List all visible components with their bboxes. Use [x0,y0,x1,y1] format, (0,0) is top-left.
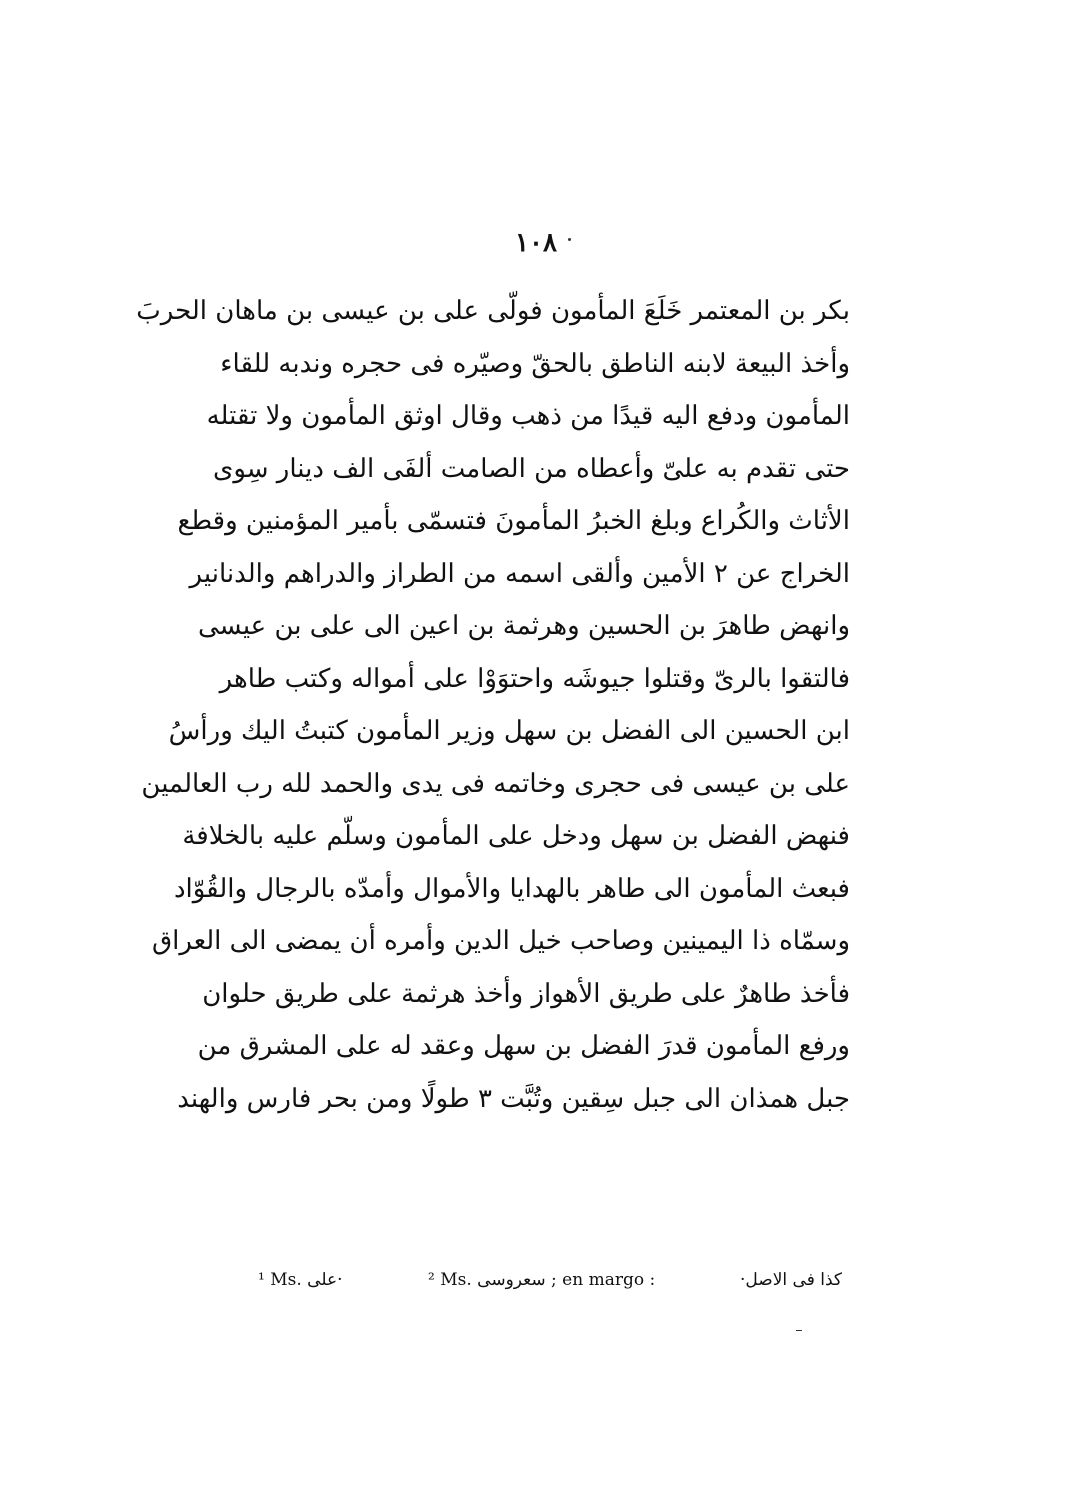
text-line: حتى تقدم به علىّ وأعطاه من الصامت ألفَى الف دينار سِوى [212,453,850,484]
text-line: فبعث المأمون الى طاهر بالهدايا والأموال وأمدّه بالرجال والقُوّاد [173,873,850,904]
text-line: وسمّاه ذا اليمينين وصاحب خيل الدين وأمره أن يمضى الى العراق [151,926,850,956]
text-line: فنهض الفضل بن سهل ودخل على المأمون وسلّم عليه بالخلافة [182,821,850,851]
stray-mark [796,1330,802,1331]
text-line: ابن الحسين الى الفضل بن سهل وزير المأمون كتبتُ اليك ورأسُ [168,716,850,746]
text-line: فالتقوا بالرىّ وقتلوا جيوشَه واحتوَوْا على أمواله وكتب طاهر [219,663,850,694]
footnotes [258,1270,842,1304]
text-line: وانهض طاهرَ بن الحسين وهرثمة بن اعين الى على بن عيسى [197,611,850,641]
body-text [136,290,850,1130]
footnote-3: كذا فى الاصل· [740,1270,842,1290]
text-line: الخراج عن ٢ الأمين وألقى اسمه من الطراز والدراهم والدنانير [189,558,850,589]
page-number: ١٠٨ [515,228,557,258]
footnote-1: ¹ Ms. على· [258,1270,343,1290]
text-line: ورفع المأمون قدرَ الفضل بن سهل وعقد له على المشرق من [197,1031,850,1061]
text-line: فأخذ طاهرٌ على طريق الأهواز وأخذ هرثمة على طريق حلوان [202,978,850,1009]
page-number-dot [568,238,571,241]
text-line: جبل همذان الى جبل سِقين وتُبَّت ٣ طولًا ومن بحر فارس والهند [177,1083,850,1114]
footnote-2: ² Ms. سعروسى ; en margo : [428,1270,656,1290]
text-line: وأخذ البيعة لابنه الناطق بالحقّ وصيّره فى حجره وندبه للقاء [220,348,850,379]
text-line: الأثاث والكُراع وبلغ الخبرُ المأمونَ فتسمّى بأمير المؤمنين وقطع [177,506,850,536]
text-line: المأمون ودفع اليه قيدًا من ذهب وقال اوثق المأمون ولا تقتله [206,401,850,431]
text-line: بكر بن المعتمر خَلَعَ المأمون فولّى على بن عيسى بن ماهان الحربَ [136,296,850,326]
text-line: على بن عيسى فى حجرى وخاتمه فى يدى والحمد لله رب العالمين [141,768,850,799]
